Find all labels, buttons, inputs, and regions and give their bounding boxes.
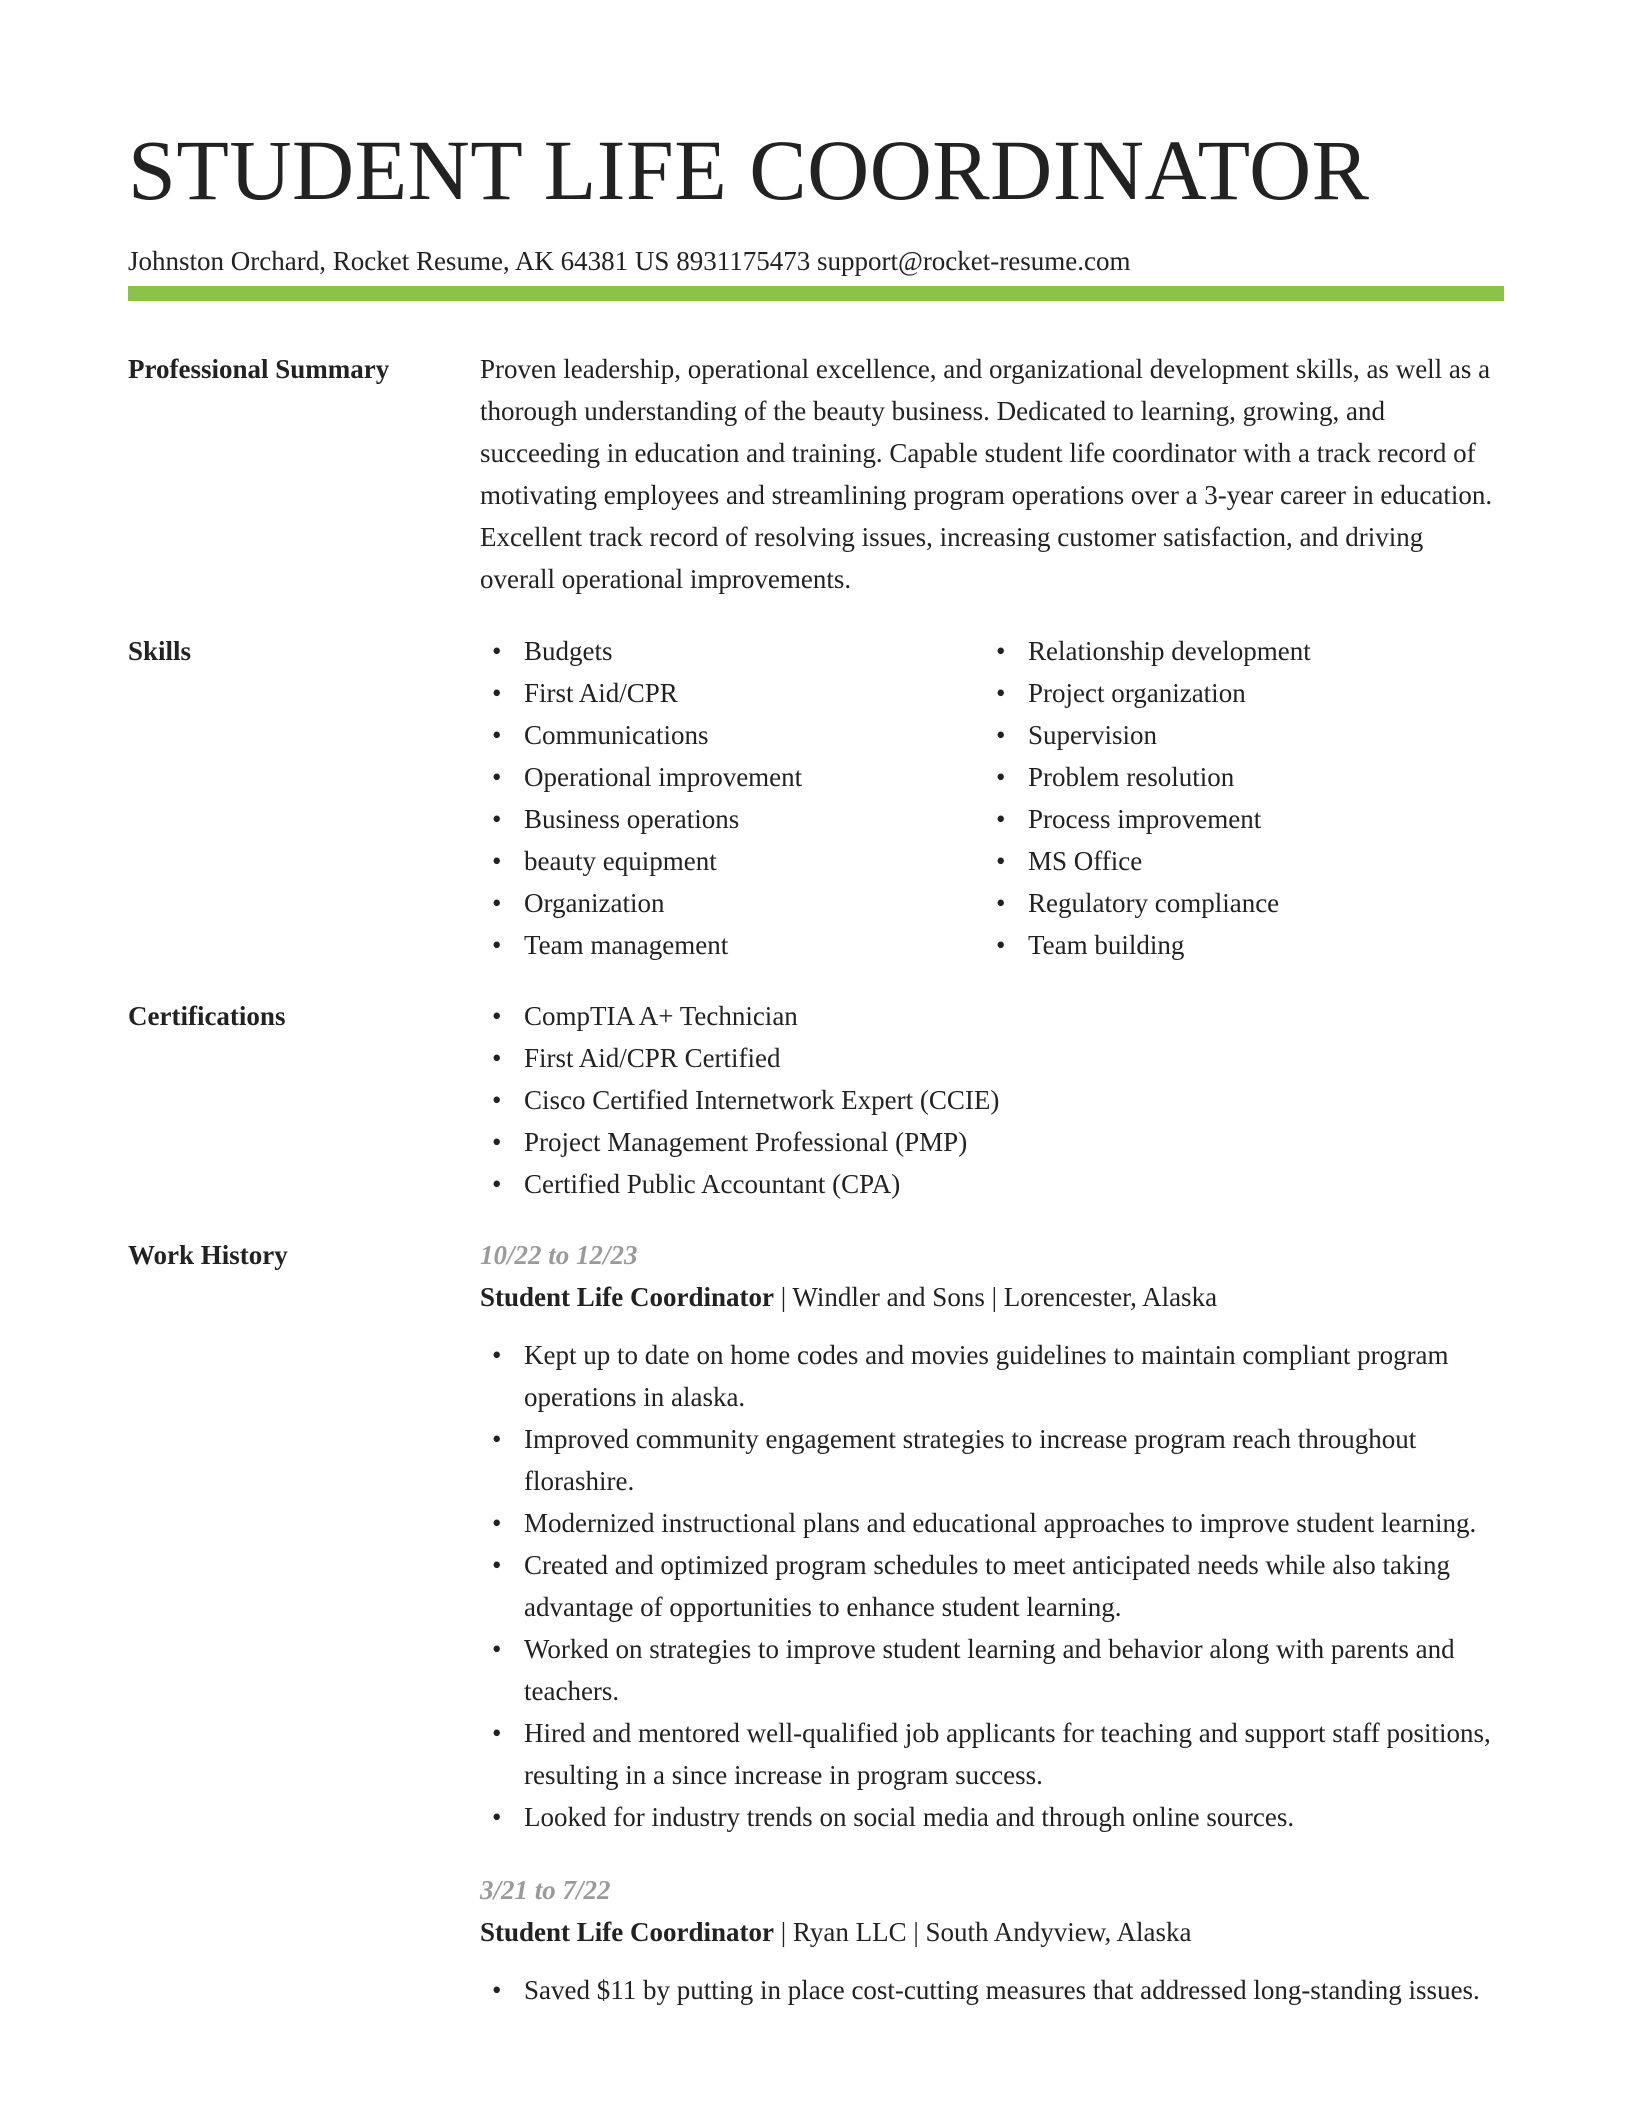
- skill-item: • Communications: [480, 714, 984, 756]
- skill-item: • Team building: [984, 924, 1488, 966]
- job-bullet: • Modernized instructional plans and educational approaches to improve student learning.: [480, 1502, 1504, 1544]
- skills-list-left: [480, 630, 984, 966]
- summary-text: Proven leadership, operational excellence, and organizational development skills, as well as a thorough understanding of the beauty business. Dedicated to learning, growing, and succeeding in education and training. Capable student life coordinator with a track record of motivating employees and streamlining program operations over a 3-year career in education. Excellent track record of resolving issues, increasing customer satisfaction, and driving overall operational improvements.: [480, 354, 1493, 594]
- accent-divider: [128, 286, 1504, 301]
- job-entry: [480, 1234, 1504, 1838]
- skill-item: • beauty equipment: [480, 840, 984, 882]
- job-bullet: • Created and optimized program schedules to meet anticipated needs while also taking advantage of opportunities to enhance student learning.: [480, 1544, 1504, 1628]
- contact-line: Johnston Orchard, Rocket Resume, AK 64381 US 8931175473 support@rocket-resume.com: [128, 246, 1131, 276]
- certifications-body: [480, 995, 1504, 1205]
- skill-item: • Organization: [480, 882, 984, 924]
- job-details: | Ryan LLC | South Andyview, Alaska: [774, 1917, 1192, 1947]
- job-bullet-list: [480, 1334, 1504, 1838]
- job-bullet: • Saved $11 by putting in place cost-cutting measures that addressed long-standing issues.: [480, 1969, 1504, 2011]
- skill-item: • Operational improvement: [480, 756, 984, 798]
- skill-item: • Relationship development: [984, 630, 1488, 672]
- job-bullet: • Kept up to date on home codes and movies guidelines to maintain compliant program operations in alaska.: [480, 1334, 1504, 1418]
- summary-heading: Professional Summary: [128, 354, 390, 384]
- job-bullet: • Worked on strategies to improve student learning and behavior along with parents and teachers.: [480, 1628, 1504, 1712]
- skills-grid: [480, 630, 1504, 966]
- job-bullet: • Hired and mentored well-qualified job applicants for teaching and support staff positions, resulting in a since increase in program success.: [480, 1712, 1504, 1796]
- job-bullet-list: [480, 1969, 1504, 2011]
- job-bullet: • Looked for industry trends on social media and through online sources.: [480, 1796, 1504, 1838]
- job-heading: [480, 1911, 1504, 1953]
- skill-item: • Business operations: [480, 798, 984, 840]
- certifications-list: [480, 995, 1504, 1205]
- skill-item: • Project organization: [984, 672, 1488, 714]
- skill-item: • Budgets: [480, 630, 984, 672]
- certification-item: • First Aid/CPR Certified: [480, 1037, 1504, 1079]
- job-details: | Windler and Sons | Lorencester, Alaska: [774, 1282, 1218, 1312]
- certification-item: • Project Management Professional (PMP): [480, 1121, 1504, 1163]
- job-bullet: • Improved community engagement strategies to increase program reach throughout florashire.: [480, 1418, 1504, 1502]
- skill-item: • Regulatory compliance: [984, 882, 1488, 924]
- job-dates: 3/21 to 7/22: [480, 1875, 611, 1905]
- certification-item: • Certified Public Accountant (CPA): [480, 1163, 1504, 1205]
- skills-list-right: [984, 630, 1488, 966]
- job-title: Student Life Coordinator: [480, 1282, 775, 1312]
- certification-item: • CompTIA A+ Technician: [480, 995, 1504, 1037]
- skills-heading: Skills: [128, 636, 192, 666]
- job-title: Student Life Coordinator: [480, 1917, 775, 1947]
- work-history-body: [480, 1234, 1504, 2011]
- job-heading: [480, 1276, 1504, 1318]
- skill-item: • Process improvement: [984, 798, 1488, 840]
- certifications-heading: Certifications: [128, 1001, 286, 1031]
- work-history-heading: Work History: [128, 1240, 288, 1270]
- summary-body: [480, 348, 1504, 600]
- resume-header: [128, 118, 1504, 278]
- resume-title: STUDENT LIFE COORDINATOR: [128, 122, 1370, 218]
- skill-item: • Problem resolution: [984, 756, 1488, 798]
- job-dates: 10/22 to 12/23: [480, 1240, 638, 1270]
- skill-item: • First Aid/CPR: [480, 672, 984, 714]
- skill-item: • Team management: [480, 924, 984, 966]
- skill-item: • Supervision: [984, 714, 1488, 756]
- job-entry: [480, 1869, 1504, 2011]
- certification-item: • Cisco Certified Internetwork Expert (CCIE): [480, 1079, 1504, 1121]
- skill-item: • MS Office: [984, 840, 1488, 882]
